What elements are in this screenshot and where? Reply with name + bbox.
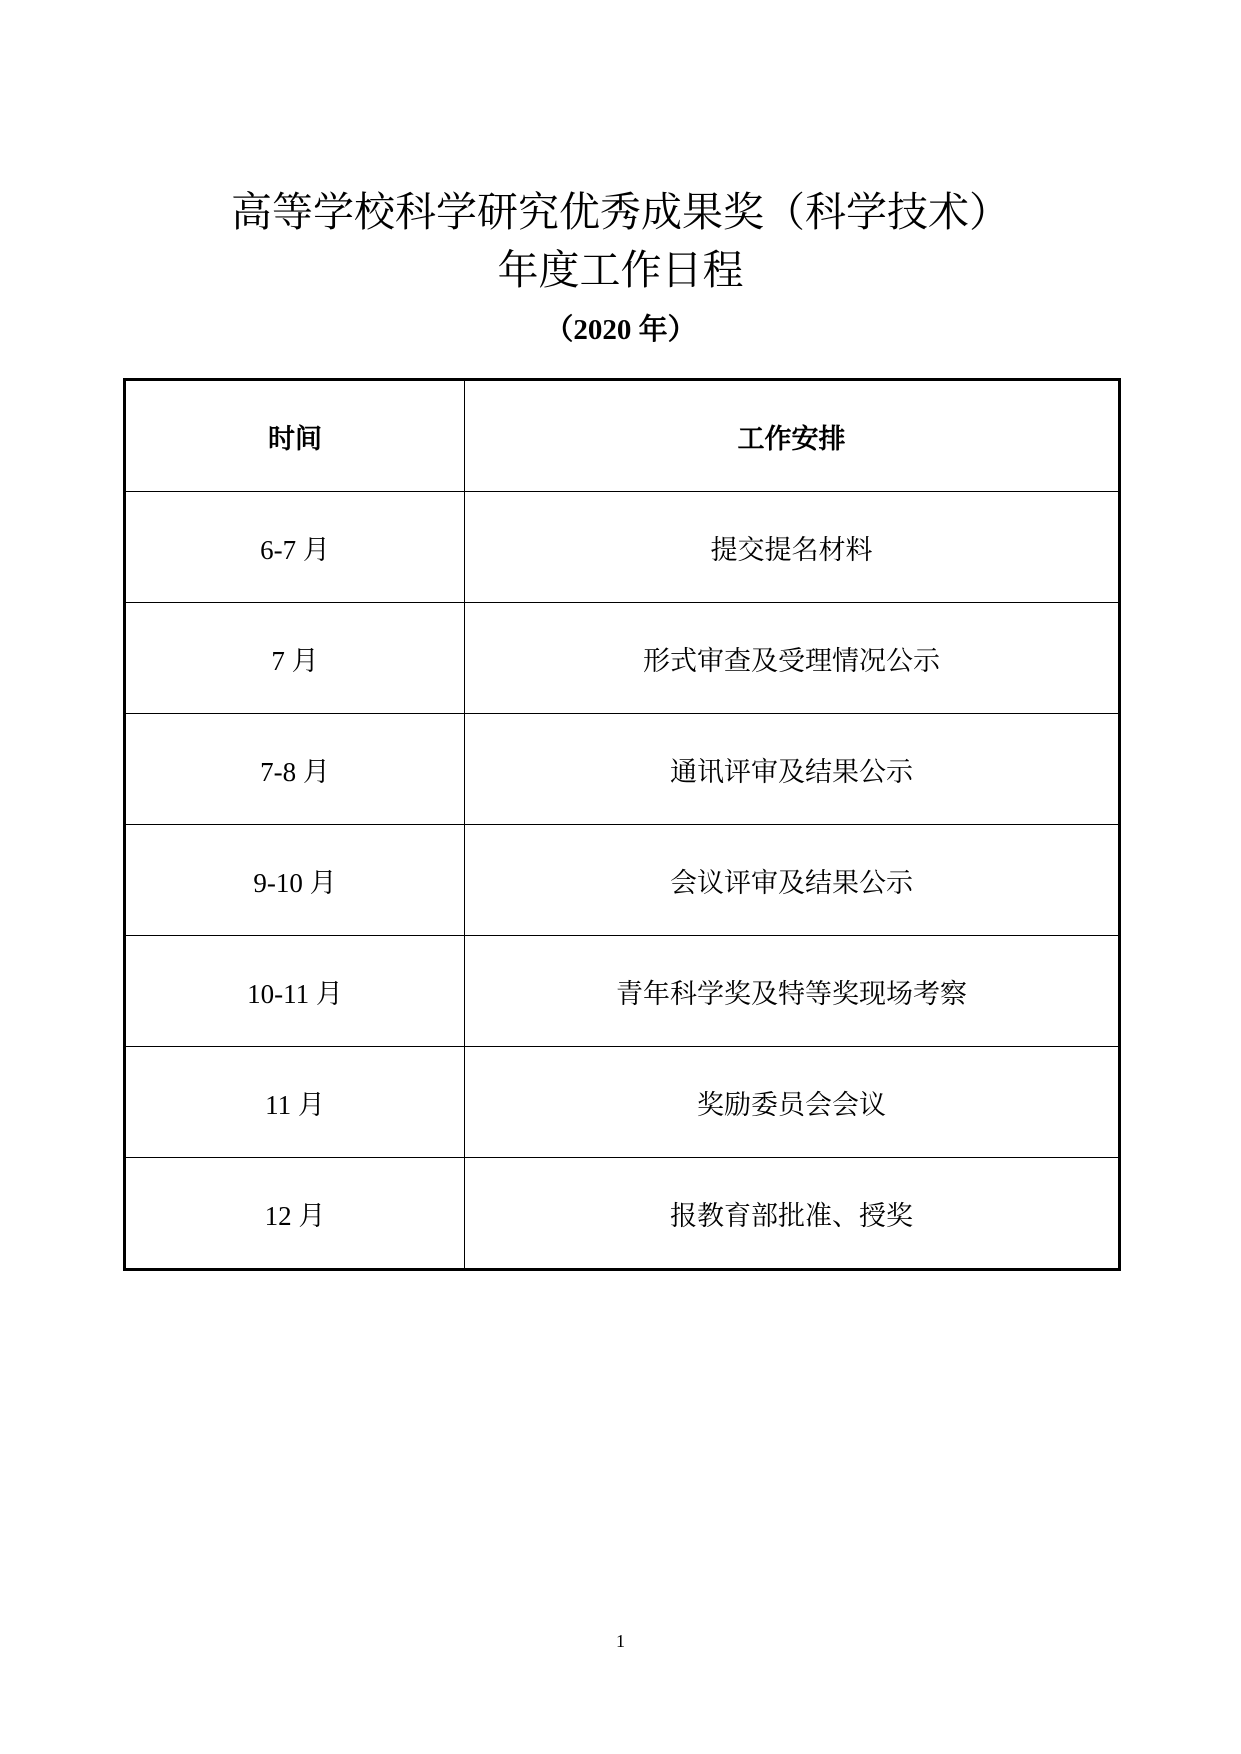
row-time: 9-10 月: [125, 825, 465, 936]
row-task: 会议评审及结果公示: [465, 825, 1120, 936]
row-task: 报教育部批准、授奖: [465, 1158, 1120, 1270]
document-title-line2: 年度工作日程: [497, 246, 744, 294]
row-time: 7-8 月: [125, 714, 465, 825]
document-title-line1: 高等学校科学研究优秀成果奖（科学技术）: [231, 188, 1010, 236]
table-row: [125, 603, 1120, 714]
table-header-row: [125, 380, 1120, 492]
row-task: 青年科学奖及特等奖现场考察: [465, 936, 1120, 1047]
row-time: 11 月: [125, 1047, 465, 1158]
row-time: 10-11 月: [125, 936, 465, 1047]
header-task: 工作安排: [465, 380, 1120, 492]
row-task: 提交提名材料: [465, 492, 1120, 603]
row-task: 通讯评审及结果公示: [465, 714, 1120, 825]
row-time: 12 月: [125, 1158, 465, 1270]
header-time: 时间: [125, 380, 465, 492]
row-task: 形式审查及受理情况公示: [465, 603, 1120, 714]
table-row: [125, 714, 1120, 825]
schedule-table: [123, 378, 1121, 1271]
row-time: 7 月: [125, 603, 465, 714]
table-row: [125, 936, 1120, 1047]
row-task: 奖励委员会会议: [465, 1047, 1120, 1158]
table-row: [125, 1158, 1120, 1270]
table-row: [125, 492, 1120, 603]
page-number: 1: [616, 1631, 625, 1651]
table-row: [125, 825, 1120, 936]
document-subtitle-year: （2020 年）: [544, 314, 697, 346]
row-time: 6-7 月: [125, 492, 465, 603]
table-row: [125, 1047, 1120, 1158]
